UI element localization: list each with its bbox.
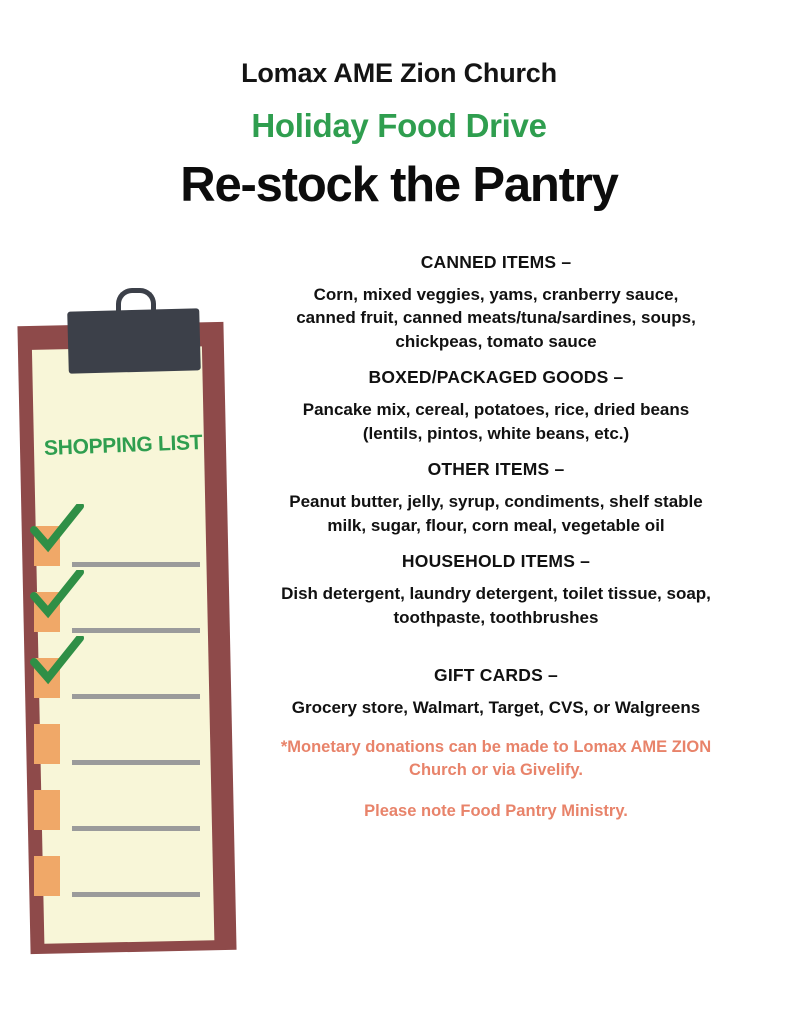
list-item bbox=[34, 782, 214, 848]
list-item bbox=[34, 848, 214, 914]
category-boxed-goods bbox=[212, 367, 780, 445]
category-heading: OTHER ITEMS – bbox=[427, 459, 565, 480]
shopping-list-label: SHOPPING LIST bbox=[43, 430, 203, 461]
category-items-line: Dish detergent, laundry detergent, toilet tissue, soap, bbox=[281, 584, 711, 604]
category-heading: HOUSEHOLD ITEMS – bbox=[401, 551, 591, 572]
list-line bbox=[72, 694, 200, 699]
ministry-note: Please note Food Pantry Ministry. bbox=[364, 801, 628, 820]
category-items-line: canned fruit, canned meats/tuna/sardines, soups, bbox=[296, 308, 696, 328]
category-gift-cards bbox=[212, 665, 780, 719]
category-other-items bbox=[212, 459, 780, 537]
clipboard-clip-icon bbox=[67, 308, 201, 373]
page-title: Re-stock the Pantry bbox=[180, 158, 618, 212]
list-line bbox=[72, 628, 200, 633]
category-heading: BOXED/PACKAGED GOODS – bbox=[368, 367, 624, 388]
list-item bbox=[34, 650, 214, 716]
note-line: *Monetary donations can be made to Lomax AME ZION bbox=[280, 737, 712, 756]
category-household-items bbox=[212, 551, 780, 629]
check-mark-icon bbox=[30, 504, 84, 554]
category-heading: CANNED ITEMS – bbox=[420, 252, 572, 272]
checkbox bbox=[34, 724, 60, 764]
list-line bbox=[72, 826, 200, 831]
category-canned-items bbox=[212, 252, 780, 353]
category-items-line: (lentils, pintos, white beans, etc.) bbox=[362, 423, 630, 443]
list-item bbox=[34, 716, 214, 782]
section-spacer bbox=[212, 643, 780, 665]
category-items-line: Corn, mixed veggies, yams, cranberry sauce, bbox=[313, 285, 679, 304]
category-items bbox=[212, 398, 780, 445]
note-line: Church or via Givelify. bbox=[409, 760, 583, 779]
category-items bbox=[212, 696, 780, 719]
list-line bbox=[72, 562, 200, 567]
monetary-donation-note bbox=[212, 736, 780, 782]
category-items-line: milk, sugar, flour, corn meal, vegetable oil bbox=[327, 515, 665, 535]
check-mark-icon bbox=[30, 636, 84, 686]
drive-subtitle: Holiday Food Drive bbox=[251, 107, 547, 144]
checkbox bbox=[34, 856, 60, 896]
category-items bbox=[212, 490, 780, 537]
category-items-line: chickpeas, tomato sauce bbox=[395, 331, 597, 351]
clipboard-illustration bbox=[8, 286, 240, 958]
organization-name: Lomax AME Zion Church bbox=[241, 58, 557, 88]
list-line bbox=[72, 892, 200, 897]
category-items bbox=[212, 283, 780, 353]
category-items-line: toothpaste, toothbrushes bbox=[393, 607, 599, 627]
check-mark-icon bbox=[30, 570, 84, 620]
checkbox bbox=[34, 790, 60, 830]
shopping-list-rows bbox=[34, 518, 214, 914]
category-items-line: Peanut butter, jelly, syrup, condiments, shelf stable bbox=[289, 492, 703, 512]
category-items bbox=[212, 582, 780, 629]
category-items-line: Grocery store, Walmart, Target, CVS, or Walgreens bbox=[291, 698, 701, 718]
list-line bbox=[72, 760, 200, 765]
donation-categories bbox=[212, 252, 780, 823]
category-heading: GIFT CARDS – bbox=[434, 665, 558, 686]
category-items-line: Pancake mix, cereal, potatoes, rice, dried beans bbox=[302, 400, 690, 420]
flyer-header bbox=[0, 0, 798, 213]
